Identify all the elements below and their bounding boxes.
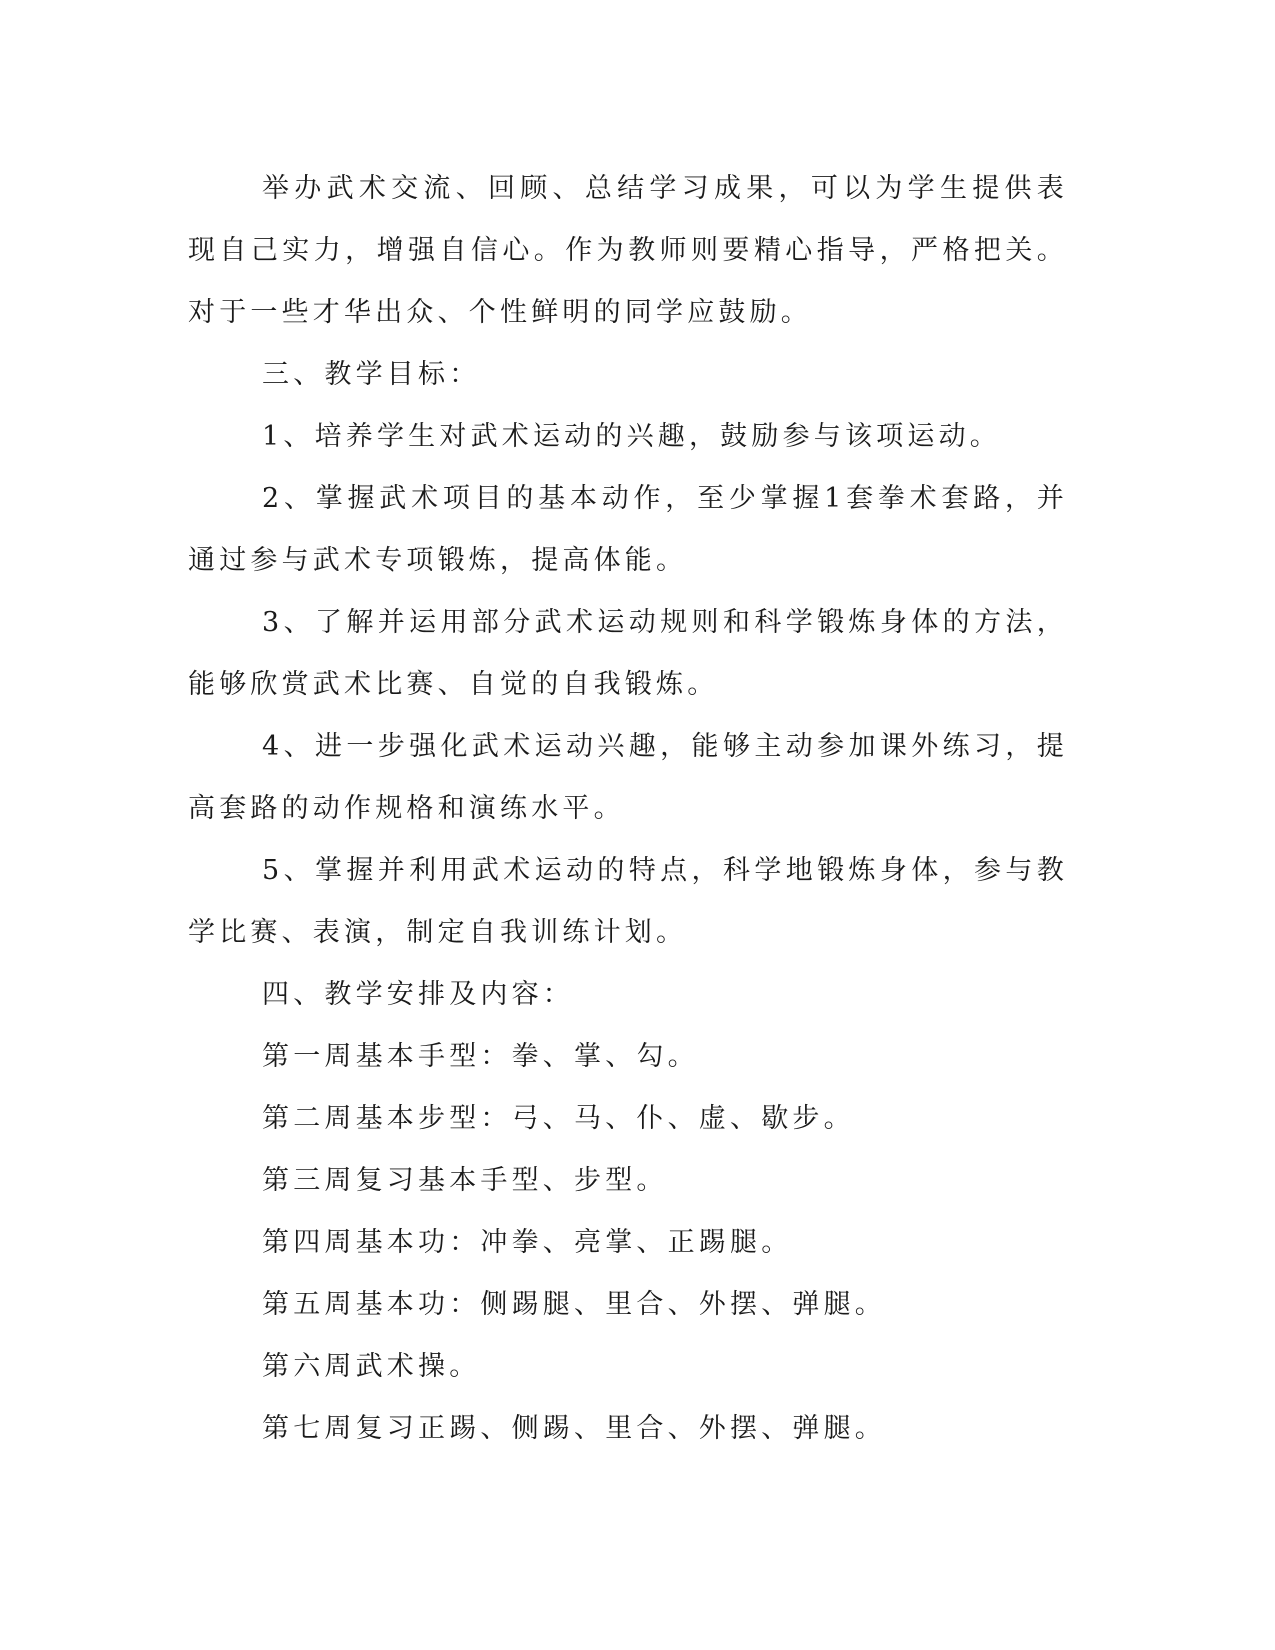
schedule-week-5: 第五周基本功：侧踢腿、里合、外摆、弹腿。 xyxy=(262,1289,886,1320)
goal-item-1: 1、培养学生对武术运动的兴趣，鼓励参与该项运动。 xyxy=(262,421,1001,452)
schedule-week-4: 第四周基本功：冲拳、亮掌、正踢腿。 xyxy=(262,1227,793,1258)
goal-item-3: 3、了解并运用部分武术运动规则和科学锻炼身体的方法，能够欣赏武术比赛、自觉的自我锻炼。 xyxy=(188,607,1068,700)
schedule-week-1: 第一周基本手型：拳、掌、勾。 xyxy=(262,1041,699,1072)
paragraph-exhibition: 举办武术交流、回顾、总结学习成果，可以为学生提供表现自己实力，增强自信心。作为教师则要精心指导，严格把关。对于一些才华出众、个性鲜明的同学应鼓励。 xyxy=(188,173,1068,328)
heading-teaching-goals: 三、教学目标： xyxy=(262,359,481,390)
heading-teaching-schedule: 四、教学安排及内容： xyxy=(262,979,574,1010)
goal-item-5: 5、掌握并利用武术运动的特点，科学地锻炼身体，参与教学比赛、表演，制定自我训练计划。 xyxy=(188,855,1068,948)
schedule-week-3: 第三周复习基本手型、步型。 xyxy=(262,1165,668,1196)
schedule-week-7: 第七周复习正踢、侧踢、里合、外摆、弹腿。 xyxy=(262,1413,886,1444)
document-body xyxy=(188,158,1068,1460)
goal-item-2: 2、掌握武术项目的基本动作，至少掌握1套拳术套路，并通过参与武术专项锻炼，提高体能。 xyxy=(188,483,1068,576)
goal-item-4: 4、进一步强化武术运动兴趣，能够主动参加课外练习，提高套路的动作规格和演练水平。 xyxy=(188,731,1068,824)
schedule-week-6: 第六周武术操。 xyxy=(262,1351,481,1382)
schedule-week-2: 第二周基本步型：弓、马、仆、虚、歇步。 xyxy=(262,1103,855,1134)
